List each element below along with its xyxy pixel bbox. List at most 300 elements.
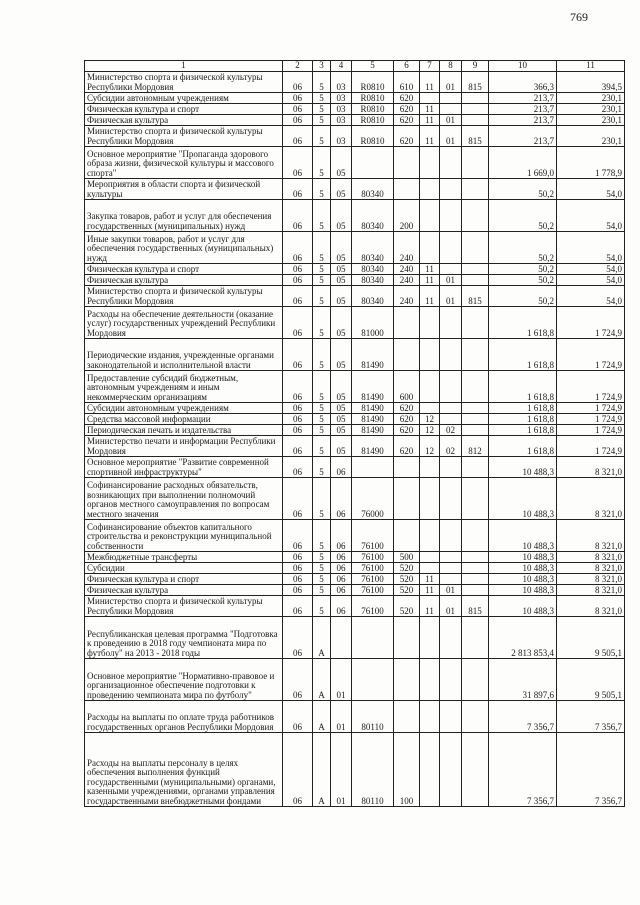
table-row	[85, 179, 625, 200]
code-cell	[462, 574, 489, 585]
row-name-cell: Периодические издания, учрежденные органами законодательной и исполнительной власти	[85, 339, 283, 371]
code-cell: 80340	[352, 264, 394, 275]
code-cell	[420, 552, 440, 563]
code-cell: 5	[313, 72, 331, 93]
row-name-cell: Министерство печати и информации Республики Мордовия	[85, 436, 283, 457]
code-cell: 76100	[352, 563, 394, 574]
code-cell	[462, 478, 489, 520]
code-cell	[440, 339, 462, 371]
column-header: 7	[420, 61, 440, 72]
code-cell: 5	[313, 179, 331, 200]
code-cell: 610	[394, 72, 420, 93]
code-cell	[440, 147, 462, 179]
table-row	[85, 659, 625, 701]
code-cell: 05	[331, 179, 352, 200]
code-cell	[462, 520, 489, 552]
amount-cell: 1 724,9	[557, 339, 625, 371]
amount-cell: 10 488,3	[489, 478, 557, 520]
code-cell: 06	[283, 147, 313, 179]
code-cell	[440, 307, 462, 339]
row-name-cell: Межбюджетные трансферты	[85, 552, 283, 563]
code-cell: 11	[420, 104, 440, 115]
column-header: 5	[352, 61, 394, 72]
code-cell	[462, 179, 489, 200]
code-cell	[420, 147, 440, 179]
code-cell	[420, 307, 440, 339]
amount-cell: 1 724,9	[557, 414, 625, 425]
code-cell	[420, 93, 440, 104]
amount-cell: 1 618,8	[489, 371, 557, 403]
table-header-row	[85, 61, 625, 72]
row-name-cell: Субсидии автономным учреждениям	[85, 403, 283, 414]
code-cell: 06	[331, 563, 352, 574]
code-cell: 05	[331, 414, 352, 425]
code-cell	[462, 232, 489, 264]
amount-cell: 10 488,3	[489, 596, 557, 617]
amount-cell: 8 321,0	[557, 585, 625, 596]
code-cell: 06	[283, 457, 313, 478]
code-cell: 06	[283, 563, 313, 574]
code-cell: 812	[462, 436, 489, 457]
code-cell	[440, 563, 462, 574]
code-cell: 5	[313, 520, 331, 552]
code-cell: 06	[283, 733, 313, 807]
code-cell: 05	[331, 275, 352, 286]
code-cell: 06	[283, 520, 313, 552]
table-row	[85, 339, 625, 371]
amount-cell: 10 488,3	[489, 520, 557, 552]
code-cell: 620	[394, 126, 420, 147]
code-cell: 80340	[352, 179, 394, 200]
code-cell	[462, 733, 489, 807]
code-cell	[462, 414, 489, 425]
amount-cell: 1 669,0	[489, 147, 557, 179]
code-cell: 06	[283, 659, 313, 701]
code-cell	[462, 457, 489, 478]
column-header: 2	[283, 61, 313, 72]
table-row	[85, 371, 625, 403]
table-row	[85, 596, 625, 617]
amount-cell: 1 618,8	[489, 339, 557, 371]
code-cell: 02	[440, 425, 462, 436]
amount-cell: 8 321,0	[557, 596, 625, 617]
amount-cell: 54,0	[557, 264, 625, 275]
code-cell: 5	[313, 115, 331, 126]
code-cell	[420, 478, 440, 520]
code-cell: 80110	[352, 733, 394, 807]
amount-cell: 2 813 853,4	[489, 617, 557, 659]
code-cell: 620	[394, 436, 420, 457]
table-row	[85, 563, 625, 574]
code-cell: 06	[283, 179, 313, 200]
code-cell	[440, 520, 462, 552]
code-cell	[440, 414, 462, 425]
code-cell	[394, 478, 420, 520]
table-row	[85, 436, 625, 457]
code-cell: 05	[331, 425, 352, 436]
row-name-cell: Мероприятия в области спорта и физической культуры	[85, 179, 283, 200]
code-cell: 11	[420, 596, 440, 617]
table-row	[85, 232, 625, 264]
code-cell	[440, 93, 462, 104]
code-cell: 06	[283, 115, 313, 126]
code-cell	[462, 585, 489, 596]
code-cell	[462, 371, 489, 403]
amount-cell: 10 488,3	[489, 552, 557, 563]
row-name-cell: Министерство спорта и физической культуры Республики Мордовия	[85, 126, 283, 147]
code-cell: 06	[283, 701, 313, 733]
table-row	[85, 585, 625, 596]
row-name-cell: Субсидии автономным учреждениям	[85, 93, 283, 104]
amount-cell: 10 488,3	[489, 585, 557, 596]
code-cell	[440, 659, 462, 701]
row-name-cell: Субсидии	[85, 563, 283, 574]
code-cell	[420, 733, 440, 807]
code-cell	[462, 403, 489, 414]
code-cell	[440, 403, 462, 414]
code-cell: 06	[283, 436, 313, 457]
amount-cell: 1 724,9	[557, 436, 625, 457]
code-cell: 01	[440, 115, 462, 126]
code-cell	[440, 232, 462, 264]
amount-cell: 1 778,9	[557, 147, 625, 179]
amount-cell: 50,2	[489, 179, 557, 200]
amount-cell: 1 724,9	[557, 371, 625, 403]
row-name-cell: Министерство спорта и физической культуры Республики Мордовия	[85, 72, 283, 93]
code-cell	[394, 520, 420, 552]
table-row	[85, 552, 625, 563]
code-cell: 01	[440, 286, 462, 307]
code-cell	[420, 457, 440, 478]
code-cell: 240	[394, 232, 420, 264]
table-row	[85, 104, 625, 115]
code-cell: 5	[313, 126, 331, 147]
code-cell: 5	[313, 104, 331, 115]
code-cell	[462, 93, 489, 104]
code-cell: 05	[331, 307, 352, 339]
code-cell: 06	[283, 617, 313, 659]
code-cell: 11	[420, 286, 440, 307]
code-cell: 06	[331, 478, 352, 520]
code-cell	[440, 179, 462, 200]
row-name-cell: Республиканская целевая программа "Подготовка к проведению в 2018 году чемпионата мира по футболу" на 2013 - 2018 годы	[85, 617, 283, 659]
row-name-cell: Физическая культура и спорт	[85, 574, 283, 585]
code-cell: 05	[331, 264, 352, 275]
code-cell: 11	[420, 585, 440, 596]
code-cell: 01	[331, 659, 352, 701]
code-cell	[462, 617, 489, 659]
code-cell: 620	[394, 115, 420, 126]
code-cell: 5	[313, 403, 331, 414]
amount-cell: 7 356,7	[557, 701, 625, 733]
amount-cell: 8 321,0	[557, 457, 625, 478]
amount-cell: 1 618,8	[489, 403, 557, 414]
column-header: 9	[462, 61, 489, 72]
amount-cell: 1 618,8	[489, 414, 557, 425]
code-cell	[462, 104, 489, 115]
table-row	[85, 275, 625, 286]
code-cell: 05	[331, 286, 352, 307]
code-cell	[462, 264, 489, 275]
code-cell: 06	[283, 126, 313, 147]
code-cell: 03	[331, 72, 352, 93]
amount-cell: 50,2	[489, 200, 557, 232]
code-cell	[352, 457, 394, 478]
amount-cell: 9 505,1	[557, 617, 625, 659]
code-cell: 5	[313, 200, 331, 232]
amount-cell: 9 505,1	[557, 659, 625, 701]
row-name-cell: Основное мероприятие "Развитие современной спортивной инфраструктуры"	[85, 457, 283, 478]
row-name-cell: Физическая культура	[85, 585, 283, 596]
table-row	[85, 115, 625, 126]
amount-cell: 31 897,6	[489, 659, 557, 701]
code-cell: 5	[313, 414, 331, 425]
code-cell	[462, 307, 489, 339]
code-cell: 80340	[352, 200, 394, 232]
code-cell: 11	[420, 574, 440, 585]
code-cell: 06	[283, 371, 313, 403]
code-cell: 5	[313, 574, 331, 585]
code-cell: 76100	[352, 552, 394, 563]
code-cell: 01	[331, 701, 352, 733]
code-cell: 06	[283, 414, 313, 425]
code-cell: R0810	[352, 126, 394, 147]
code-cell	[394, 457, 420, 478]
code-cell: 80340	[352, 232, 394, 264]
code-cell: 05	[331, 403, 352, 414]
amount-cell: 8 321,0	[557, 563, 625, 574]
code-cell: 05	[331, 339, 352, 371]
table-row	[85, 617, 625, 659]
table-row	[85, 286, 625, 307]
code-cell: 06	[283, 478, 313, 520]
table-row	[85, 733, 625, 807]
code-cell: 05	[331, 436, 352, 457]
row-name-cell: Периодическая печать и издательства	[85, 425, 283, 436]
code-cell	[440, 574, 462, 585]
code-cell: 06	[283, 72, 313, 93]
code-cell: 76100	[352, 520, 394, 552]
code-cell: 5	[313, 275, 331, 286]
code-cell	[440, 617, 462, 659]
code-cell	[394, 339, 420, 371]
code-cell	[440, 733, 462, 807]
code-cell: 620	[394, 93, 420, 104]
table-row	[85, 414, 625, 425]
code-cell: 11	[420, 72, 440, 93]
code-cell	[440, 552, 462, 563]
amount-cell: 50,2	[489, 232, 557, 264]
amount-cell: 1 724,9	[557, 307, 625, 339]
row-name-cell: Основное мероприятие "Пропаганда здорового образа жизни, физической культуры и массового спорта"	[85, 147, 283, 179]
code-cell: 5	[313, 232, 331, 264]
code-cell: 81490	[352, 339, 394, 371]
code-cell: А	[313, 733, 331, 807]
amount-cell: 54,0	[557, 200, 625, 232]
code-cell	[420, 563, 440, 574]
code-cell: 06	[283, 93, 313, 104]
table-row	[85, 425, 625, 436]
code-cell: 5	[313, 93, 331, 104]
code-cell: 06	[283, 286, 313, 307]
code-cell: 05	[331, 232, 352, 264]
amount-cell: 10 488,3	[489, 563, 557, 574]
amount-cell: 50,2	[489, 286, 557, 307]
code-cell: 620	[394, 403, 420, 414]
amount-cell: 213,7	[489, 93, 557, 104]
code-cell: А	[313, 617, 331, 659]
code-cell: 5	[313, 563, 331, 574]
code-cell: 815	[462, 596, 489, 617]
code-cell: 81490	[352, 425, 394, 436]
amount-cell: 230,1	[557, 93, 625, 104]
code-cell: 06	[331, 596, 352, 617]
row-name-cell: Физическая культура и спорт	[85, 264, 283, 275]
code-cell: 06	[283, 403, 313, 414]
code-cell: 5	[313, 436, 331, 457]
code-cell	[420, 371, 440, 403]
table-body	[85, 72, 625, 807]
code-cell	[462, 147, 489, 179]
table-row	[85, 403, 625, 414]
code-cell	[440, 371, 462, 403]
column-header: 10	[489, 61, 557, 72]
code-cell: 600	[394, 371, 420, 403]
code-cell: 06	[283, 339, 313, 371]
amount-cell: 50,2	[489, 275, 557, 286]
code-cell: 76000	[352, 478, 394, 520]
code-cell: 5	[313, 371, 331, 403]
row-name-cell: Физическая культура и спорт	[85, 104, 283, 115]
code-cell: 5	[313, 147, 331, 179]
code-cell: 06	[283, 552, 313, 563]
amount-cell: 50,2	[489, 264, 557, 275]
table-row	[85, 264, 625, 275]
code-cell: 5	[313, 425, 331, 436]
code-cell: 01	[440, 585, 462, 596]
amount-cell: 1 618,8	[489, 436, 557, 457]
page-number: 769	[570, 10, 588, 24]
code-cell	[462, 563, 489, 574]
code-cell: 76100	[352, 585, 394, 596]
code-cell: 620	[394, 425, 420, 436]
budget-table	[84, 60, 625, 807]
amount-cell: 54,0	[557, 179, 625, 200]
amount-cell: 8 321,0	[557, 478, 625, 520]
code-cell	[440, 104, 462, 115]
code-cell: 520	[394, 585, 420, 596]
code-cell	[352, 659, 394, 701]
amount-cell: 1 724,9	[557, 403, 625, 414]
code-cell: 12	[420, 425, 440, 436]
code-cell	[462, 425, 489, 436]
row-name-cell: Министерство спорта и физической культуры Республики Мордовия	[85, 286, 283, 307]
code-cell	[462, 552, 489, 563]
code-cell	[440, 200, 462, 232]
code-cell	[352, 617, 394, 659]
row-name-cell: Софинансирование объектов капитального строительства и реконструкции муниципальной собственности	[85, 520, 283, 552]
row-name-cell: Физическая культура	[85, 115, 283, 126]
amount-cell: 366,3	[489, 72, 557, 93]
code-cell: 240	[394, 264, 420, 275]
row-name-cell: Расходы на обеспечение деятельности (оказание услуг) государственных учреждений Республики Мордовия	[85, 307, 283, 339]
code-cell: 81490	[352, 403, 394, 414]
column-header: 1	[85, 61, 283, 72]
code-cell	[394, 659, 420, 701]
code-cell: 06	[283, 275, 313, 286]
row-name-cell: Физическая культура	[85, 275, 283, 286]
code-cell	[394, 307, 420, 339]
amount-cell: 1 724,9	[557, 425, 625, 436]
table-row	[85, 457, 625, 478]
row-name-cell: Предоставление субсидий бюджетным, автономным учреждениям и иным некоммерческим организациям	[85, 371, 283, 403]
code-cell: 80340	[352, 275, 394, 286]
code-cell: 500	[394, 552, 420, 563]
code-cell: 05	[331, 147, 352, 179]
code-cell: R0810	[352, 115, 394, 126]
code-cell	[420, 403, 440, 414]
code-cell: 11	[420, 264, 440, 275]
code-cell: 05	[331, 371, 352, 403]
amount-cell: 1 618,8	[489, 425, 557, 436]
amount-cell: 8 321,0	[557, 552, 625, 563]
code-cell: 06	[331, 457, 352, 478]
table-row	[85, 307, 625, 339]
code-cell	[394, 701, 420, 733]
code-cell	[420, 617, 440, 659]
code-cell: 12	[420, 436, 440, 457]
code-cell: 06	[283, 307, 313, 339]
code-cell: 03	[331, 93, 352, 104]
code-cell	[420, 232, 440, 264]
code-cell: 06	[283, 264, 313, 275]
row-name-cell: Иные закупки товаров, работ и услуг для обеспечения государственных (муниципальных) нужд	[85, 232, 283, 264]
code-cell: 02	[440, 436, 462, 457]
code-cell: 06	[283, 574, 313, 585]
code-cell: 815	[462, 286, 489, 307]
code-cell: 100	[394, 733, 420, 807]
code-cell: 03	[331, 126, 352, 147]
code-cell: 06	[283, 596, 313, 617]
code-cell	[394, 617, 420, 659]
code-cell: 5	[313, 596, 331, 617]
row-name-cell: Софинансирование расходных обязательств, возникающих при выполнении полномочий органов местного самоуправления по вопросам местного значения	[85, 478, 283, 520]
code-cell: 5	[313, 457, 331, 478]
code-cell	[462, 200, 489, 232]
code-cell: 01	[331, 733, 352, 807]
code-cell	[462, 275, 489, 286]
amount-cell: 54,0	[557, 275, 625, 286]
code-cell: 11	[420, 126, 440, 147]
code-cell: 620	[394, 104, 420, 115]
code-cell	[462, 339, 489, 371]
row-name-cell: Закупка товаров, работ и услуг для обеспечения государственных (муниципальных) нужд	[85, 200, 283, 232]
code-cell: 5	[313, 307, 331, 339]
column-header: 11	[557, 61, 625, 72]
amount-cell: 1 618,8	[489, 307, 557, 339]
code-cell: 5	[313, 339, 331, 371]
table-row	[85, 200, 625, 232]
amount-cell: 10 488,3	[489, 457, 557, 478]
amount-cell: 230,1	[557, 115, 625, 126]
code-cell: 06	[331, 574, 352, 585]
code-cell	[420, 701, 440, 733]
code-cell	[462, 115, 489, 126]
code-cell: R0810	[352, 72, 394, 93]
code-cell: А	[313, 701, 331, 733]
code-cell: 81490	[352, 371, 394, 403]
amount-cell: 54,0	[557, 286, 625, 307]
